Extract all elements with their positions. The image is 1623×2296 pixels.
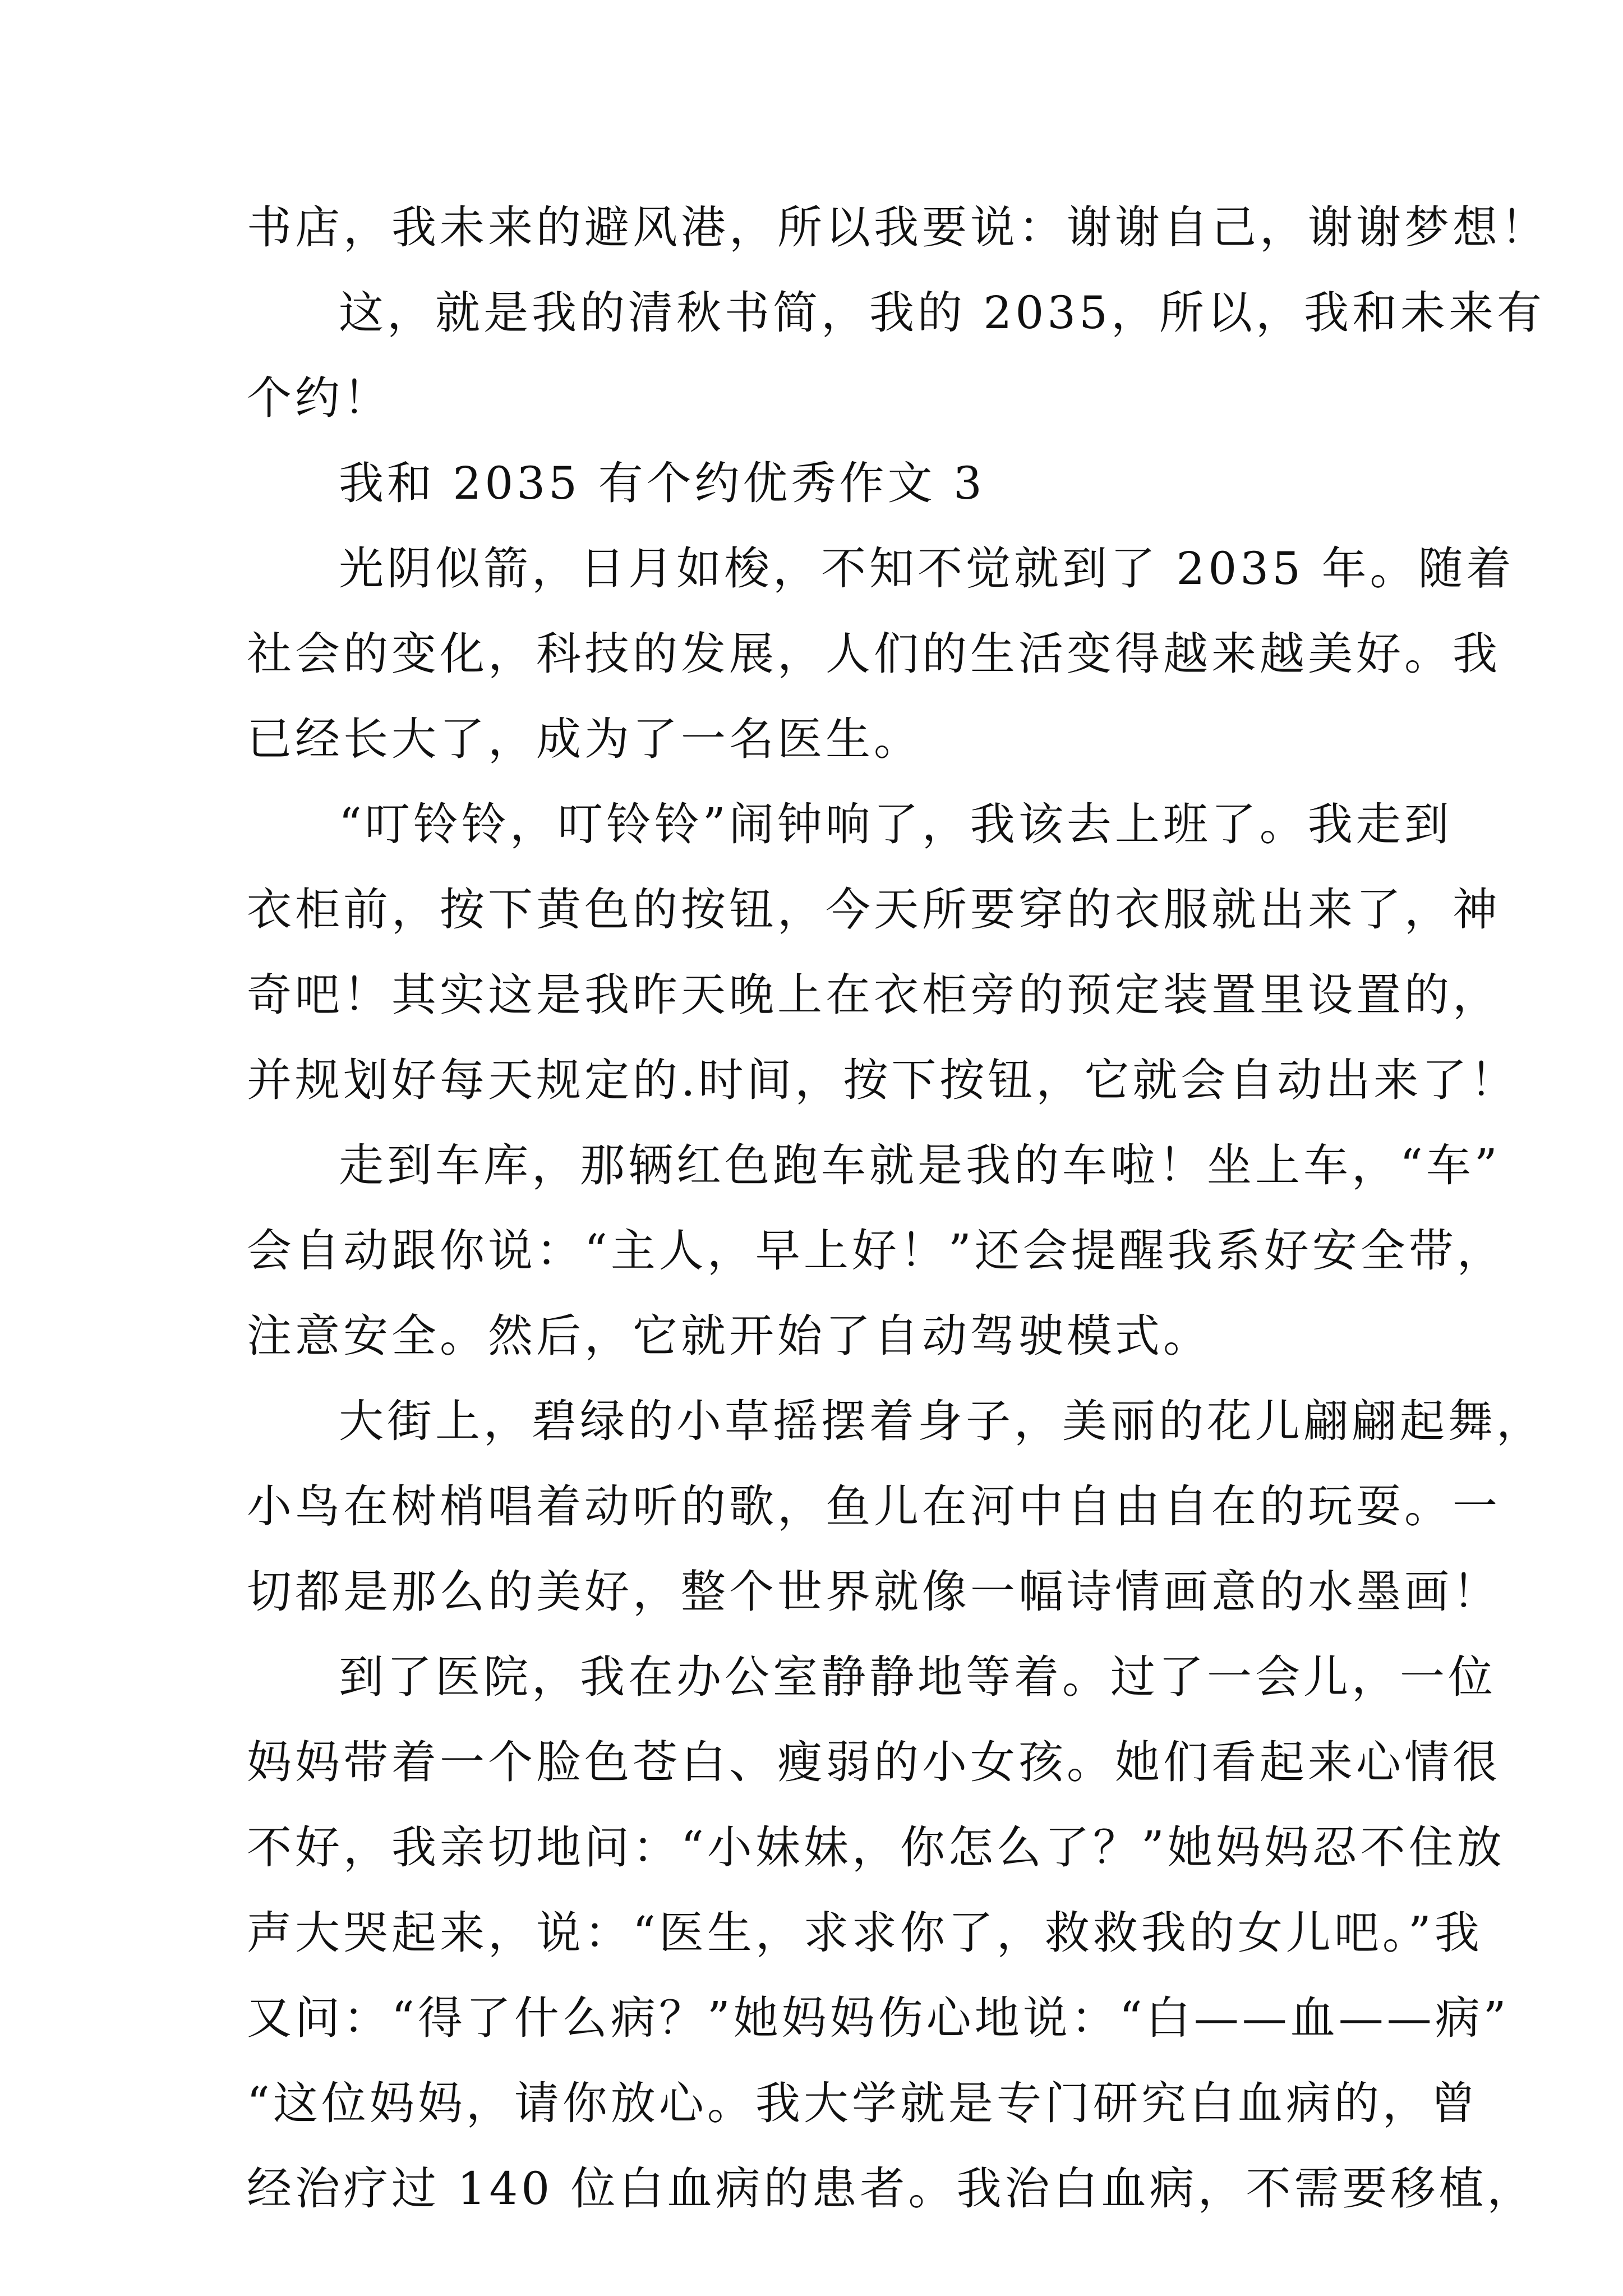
text-line: 个约！ [247, 372, 391, 424]
text-line: 书店，我未来的避风港，所以我要说：谢谢自己，谢谢梦想！ [247, 201, 1549, 254]
document-body [247, 185, 1549, 2231]
text-line: 到了医院，我在办公室静静地等着。过了一会儿，一位 [339, 1651, 1496, 1703]
text-line: 会自动跟你说：“主人，早上好！”还会提醒我系好安全带， [247, 1225, 1505, 1277]
text-line: “叮铃铃，叮铃铃”闹钟响了，我该去上班了。我走到 [339, 798, 1453, 850]
text-line: 走到车库，那辆红色跑车就是我的车啦！坐上车，“车” [339, 1139, 1501, 1191]
text-line: 这，就是我的清秋书简，我的 2035，所以，我和未来有 [339, 287, 1546, 339]
text-line: 经治疗过 140 位白血病的患者。我治白血病，不需要移植， [247, 2162, 1536, 2215]
text-line: 不好，我亲切地问：“小妹妹，你怎么了？”她妈妈忍不住放 [247, 1821, 1505, 1874]
text-line: 妈妈带着一个脸色苍白、瘦弱的小女孩。她们看起来心情很 [247, 1736, 1501, 1788]
text-line: 光阴似箭，日月如梭，不知不觉就到了 2035 年。随着 [339, 542, 1515, 595]
text-line: 已经长大了，成为了一名医生。 [247, 713, 922, 765]
text-line: “这位妈妈，请你放心。我大学就是专门研究白血病的，曾 [247, 2077, 1479, 2129]
text-line: 衣柜前，按下黄色的按钮，今天所要穿的衣服就出来了，神 [247, 884, 1501, 936]
text-line: 注意安全。然后，它就开始了自动驾驶模式。 [247, 1310, 1211, 1362]
text-line: 切都是那么的美好，整个世界就像一幅诗情画意的水墨画！ [247, 1566, 1501, 1618]
text-line: 奇吧！其实这是我昨天晚上在衣柜旁的预定装置里设置的， [247, 969, 1501, 1021]
text-line: 并规划好每天规定的.时间，按下按钮，它就会自动出来了！ [247, 1054, 1519, 1106]
text-line: 大街上，碧绿的小草摇摆着身子，美丽的花儿翩翩起舞， [339, 1395, 1544, 1447]
text-line: 我和 2035 有个约优秀作文 3 [339, 457, 985, 509]
text-line: 小鸟在树梢唱着动听的歌，鱼儿在河中自由自在的玩耍。一 [247, 1480, 1501, 1533]
text-line: 声大哭起来，说：“医生，求求你了，救救我的女儿吧。”我 [247, 1907, 1483, 1959]
text-line: 社会的变化，科技的发展，人们的生活变得越来越美好。我 [247, 628, 1501, 680]
text-line: 又问：“得了什么病？”她妈妈伤心地说：“白——血——病” [247, 1992, 1510, 2044]
